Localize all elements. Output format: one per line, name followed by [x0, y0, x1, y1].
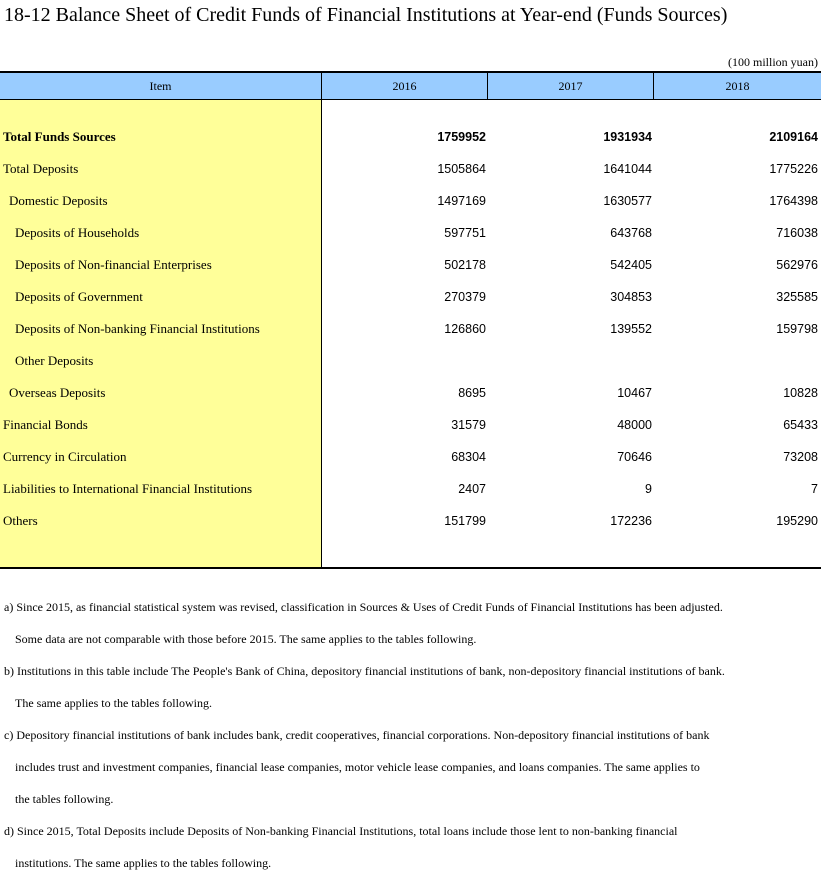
row-label: Liabilities to International Financial Institutions — [3, 481, 253, 496]
row-value-2017: 542405 — [610, 258, 652, 272]
footnote-line: Some data are not comparable with those before 2015. The same applies to the tables following. — [15, 632, 477, 646]
table-row — [0, 505, 821, 537]
row-label: Overseas Deposits — [9, 385, 106, 400]
table-bottom-rule — [0, 567, 821, 569]
row-label: Others — [3, 513, 38, 528]
row-value-2018: 2109164 — [769, 130, 818, 144]
row-value-2016: 31579 — [451, 418, 486, 432]
row-value-2018: 159798 — [776, 322, 818, 336]
row-label: Domestic Deposits — [9, 193, 108, 208]
row-value-2018: 716038 — [776, 226, 818, 240]
row-value-2017: 1641044 — [603, 162, 652, 176]
row-value-2018: 10828 — [783, 386, 818, 400]
table-row — [0, 217, 821, 249]
footnote-line: d) Since 2015, Total Deposits include Deposits of Non-banking Financial Institutions, total loans include those lent to non-banking financial — [4, 824, 678, 838]
row-value-2016: 151799 — [444, 514, 486, 528]
row-value-2018 — [654, 345, 818, 377]
footnote-line: institutions. The same applies to the tables following. — [15, 856, 272, 870]
row-value-2017: 1931934 — [603, 130, 652, 144]
row-label: Deposits of Government — [15, 289, 143, 304]
row-value-2018: 73208 — [783, 450, 818, 464]
row-label: Total Deposits — [3, 161, 79, 176]
row-label: Deposits of Households — [15, 225, 140, 240]
row-value-2017 — [488, 345, 652, 377]
page-title: 18-12 Balance Sheet of Credit Funds of Financial Institutions at Year-end (Funds Sources) — [4, 4, 728, 26]
row-value-2017: 9 — [645, 482, 652, 496]
row-value-2016: 68304 — [451, 450, 486, 464]
header-item: Item — [0, 73, 322, 99]
row-value-2016: 502178 — [444, 258, 486, 272]
row-value-2018: 7 — [811, 482, 818, 496]
row-value-2017: 1630577 — [603, 194, 652, 208]
row-label: Financial Bonds — [3, 417, 88, 432]
row-value-2016 — [322, 345, 486, 377]
footnote-line: the tables following. — [15, 792, 114, 806]
row-label: Other Deposits — [15, 353, 94, 368]
table-row — [0, 377, 821, 409]
row-value-2017: 48000 — [617, 418, 652, 432]
header-year-2017: 2017 — [488, 73, 654, 99]
table-row — [0, 153, 821, 185]
table-row — [0, 409, 821, 441]
table-row — [0, 441, 821, 473]
row-value-2017: 10467 — [617, 386, 652, 400]
row-value-2016: 8695 — [458, 386, 486, 400]
row-value-2017: 304853 — [610, 290, 652, 304]
table-row — [0, 185, 821, 217]
footnote-line: c) Depository financial institutions of bank includes bank, credit cooperatives, financial corporations. Non-depository financial institutions of bank — [4, 728, 710, 742]
row-value-2016: 1497169 — [437, 194, 486, 208]
header-year-2016: 2016 — [322, 73, 488, 99]
row-value-2017: 643768 — [610, 226, 652, 240]
footnote-line: includes trust and investment companies, financial lease companies, motor vehicle lease companies, and loans companies. The same applies to — [15, 760, 700, 774]
unit-label: (100 million yuan) — [728, 55, 818, 69]
row-value-2016: 1505864 — [437, 162, 486, 176]
row-label: Total Funds Sources — [3, 129, 116, 144]
header-year-2018: 2018 — [725, 78, 750, 93]
row-label: Deposits of Non-banking Financial Institutions — [15, 321, 260, 336]
row-value-2017: 139552 — [610, 322, 652, 336]
footnote-line: a) Since 2015, as financial statistical system was revised, classification in Sources & Uses of Credit Funds of Financial Institutions has been adjusted. — [4, 600, 723, 614]
row-value-2018: 1764398 — [769, 194, 818, 208]
footnote-line: The same applies to the tables following. — [15, 696, 212, 710]
footnote-line: b) Institutions in this table include The People's Bank of China, depository financial institutions of bank, non-depository financial institutions of bank. — [4, 664, 725, 678]
table-row — [0, 281, 821, 313]
row-value-2018: 325585 — [776, 290, 818, 304]
table-row — [0, 473, 821, 505]
row-label: Currency in Circulation — [3, 449, 127, 464]
table-row — [0, 345, 821, 377]
row-value-2018: 65433 — [783, 418, 818, 432]
row-label: Deposits of Non-financial Enterprises — [15, 257, 212, 272]
row-value-2016: 126860 — [444, 322, 486, 336]
row-value-2016: 270379 — [444, 290, 486, 304]
row-value-2016: 1759952 — [437, 130, 486, 144]
row-value-2018: 195290 — [776, 514, 818, 528]
row-value-2016: 597751 — [444, 226, 486, 240]
table-header — [0, 71, 821, 100]
table-row — [0, 313, 821, 345]
table-row — [0, 249, 821, 281]
row-value-2017: 172236 — [610, 514, 652, 528]
row-value-2016: 2407 — [458, 482, 486, 496]
row-value-2018: 1775226 — [769, 162, 818, 176]
row-value-2017: 70646 — [617, 450, 652, 464]
table-row — [0, 121, 821, 153]
row-value-2018: 562976 — [776, 258, 818, 272]
